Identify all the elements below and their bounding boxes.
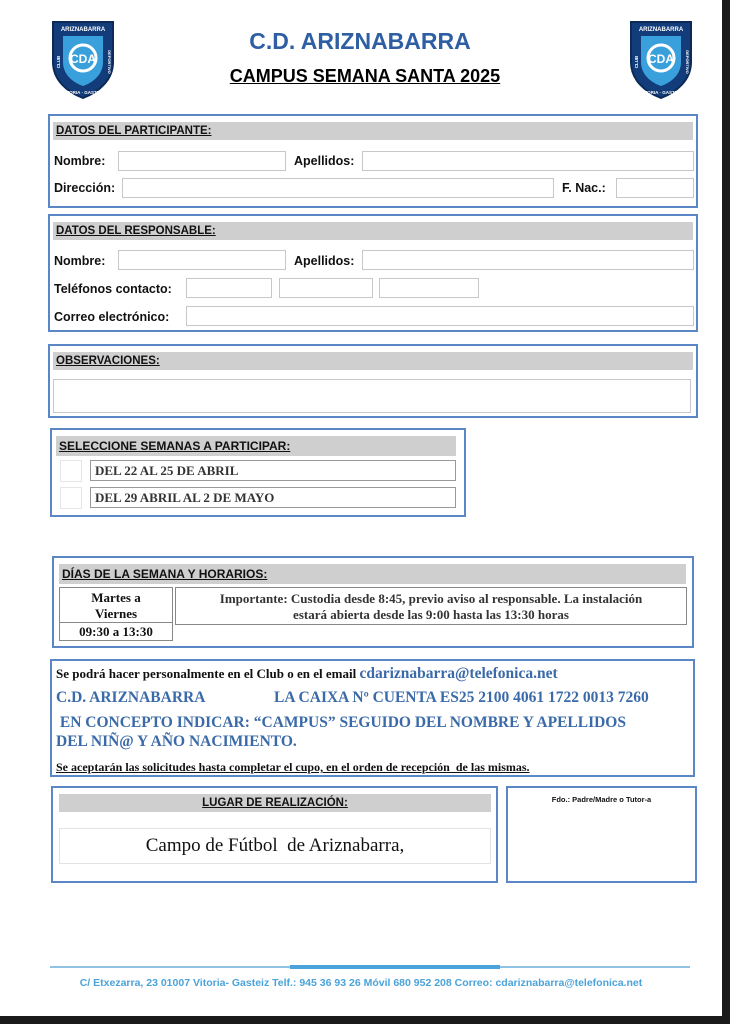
guardian-email-label: Correo electrónico: <box>54 310 170 324</box>
svg-text:CDA: CDA <box>648 52 674 66</box>
weeks-section <box>50 428 466 517</box>
club-title: C.D. ARIZNABARRA <box>249 28 471 54</box>
participant-name-field[interactable] <box>118 151 286 171</box>
schedule-important-line1: Importante: Custodia desde 8:45, previo aviso al responsable. La instalación <box>219 591 643 606</box>
weeks-heading: SELECCIONE SEMANAS A PARTICIPAR: <box>56 436 456 456</box>
observations-heading: OBSERVACIONES: <box>53 352 693 370</box>
schedule-important-line2: estará abierta desde las 9:00 hasta las 13:30 horas <box>293 607 569 622</box>
payment-bank-account: LA CAIXA Nº CUENTA ES25 2100 4061 1722 0013 7260 <box>274 689 649 706</box>
participant-section <box>48 114 698 208</box>
participant-birthdate-label: F. Nac.: <box>562 181 606 195</box>
guardian-phone-3-field[interactable] <box>379 278 479 298</box>
guardian-phone-1-field[interactable] <box>186 278 272 298</box>
payment-concept-line2: DEL NIÑ@ Y AÑO NACIMIENTO. <box>56 733 297 750</box>
svg-text:CDA: CDA <box>70 52 96 66</box>
week-1-checkbox[interactable] <box>60 460 82 482</box>
location-section <box>51 786 498 883</box>
signature-label: Fdo.: Padre/Madre o Tutor-a <box>551 795 652 804</box>
svg-text:DEPORTIVO: DEPORTIVO <box>107 50 112 74</box>
schedule-heading: DÍAS DE LA SEMANA Y HORARIOS: <box>59 564 686 584</box>
payment-concept-line1: EN CONCEPTO INDICAR: “CAMPUS” SEGUIDO DEL NOMBRE Y APELLIDOS <box>56 714 626 731</box>
participant-name-label: Nombre: <box>54 154 106 168</box>
svg-text:ARIZNABARRA: ARIZNABARRA <box>60 27 106 33</box>
schedule-days-line1: Martes a <box>91 590 141 605</box>
location-value: Campo de Fútbol de Ariznabarra, <box>59 828 491 864</box>
schedule-section <box>52 556 694 648</box>
payment-info-line1 <box>56 665 558 683</box>
club-crest-right <box>627 18 695 100</box>
footer-divider-accent <box>290 965 500 969</box>
location-heading: LUGAR DE REALIZACIÓN: <box>59 794 491 812</box>
signature-section[interactable] <box>506 786 697 883</box>
guardian-name-label: Nombre: <box>54 254 106 268</box>
schedule-days-line2: Viernes <box>94 606 138 621</box>
guardian-section <box>48 214 698 332</box>
payment-info-section <box>50 659 695 777</box>
observations-field[interactable] <box>53 379 691 413</box>
svg-text:VITORIA · GASTEIZ: VITORIA · GASTEIZ <box>640 90 682 95</box>
guardian-email-field[interactable] <box>186 306 694 326</box>
payment-club-name: C.D. ARIZNABARRA <box>56 689 206 706</box>
guardian-heading: DATOS DEL RESPONSABLE: <box>53 222 693 240</box>
svg-text:DEPORTIVO: DEPORTIVO <box>685 50 690 74</box>
guardian-surname-label: Apellidos: <box>294 254 355 268</box>
club-crest-left <box>49 18 117 100</box>
participant-surname-field[interactable] <box>362 151 694 171</box>
guardian-name-field[interactable] <box>118 250 286 270</box>
svg-text:CLUB: CLUB <box>634 55 639 69</box>
guardian-phone-2-field[interactable] <box>279 278 373 298</box>
crest-emblem-icon <box>49 18 117 100</box>
svg-text:CLUB: CLUB <box>56 55 61 69</box>
guardian-surname-field[interactable] <box>362 250 694 270</box>
week-2-label: DEL 29 ABRIL AL 2 DE MAYO <box>90 487 456 508</box>
week-2-checkbox[interactable] <box>60 487 82 509</box>
campus-title: CAMPUS SEMANA SANTA 2025 <box>229 66 501 86</box>
payment-notice: Se aceptarán las solicitudes hasta completar el cupo, en el orden de recepción de las mismas. <box>56 760 530 774</box>
participant-address-label: Dirección: <box>54 181 116 195</box>
observations-section <box>48 344 698 418</box>
participant-address-field[interactable] <box>122 178 554 198</box>
payment-email-link[interactable]: cdariznabarra@telefonica.net <box>359 665 558 682</box>
payment-info-text: Se podrá hacer personalmente en el Club o en el email <box>56 666 360 681</box>
week-1-label: DEL 22 AL 25 DE ABRIL <box>90 460 456 481</box>
schedule-hours: 09:30 a 13:30 <box>60 622 172 640</box>
footer-contact: C/ Etxezarra, 23 01007 Vitoria- Gasteiz Telf.: 945 36 93 26 Móvil 680 952 208 Correo: cdariznabarra@telefonica.net <box>79 977 643 989</box>
participant-birthdate-field[interactable] <box>616 178 694 198</box>
participant-heading: DATOS DEL PARTICIPANTE: <box>53 122 693 140</box>
participant-surname-label: Apellidos: <box>294 154 355 168</box>
svg-text:VITORIA · GASTEIZ: VITORIA · GASTEIZ <box>62 90 104 95</box>
guardian-phones-label: Teléfonos contacto: <box>54 282 172 296</box>
schedule-important-cell <box>175 587 687 625</box>
crest-emblem-icon <box>627 18 695 100</box>
schedule-days-cell <box>59 587 173 641</box>
svg-text:ARIZNABARRA: ARIZNABARRA <box>638 27 684 33</box>
